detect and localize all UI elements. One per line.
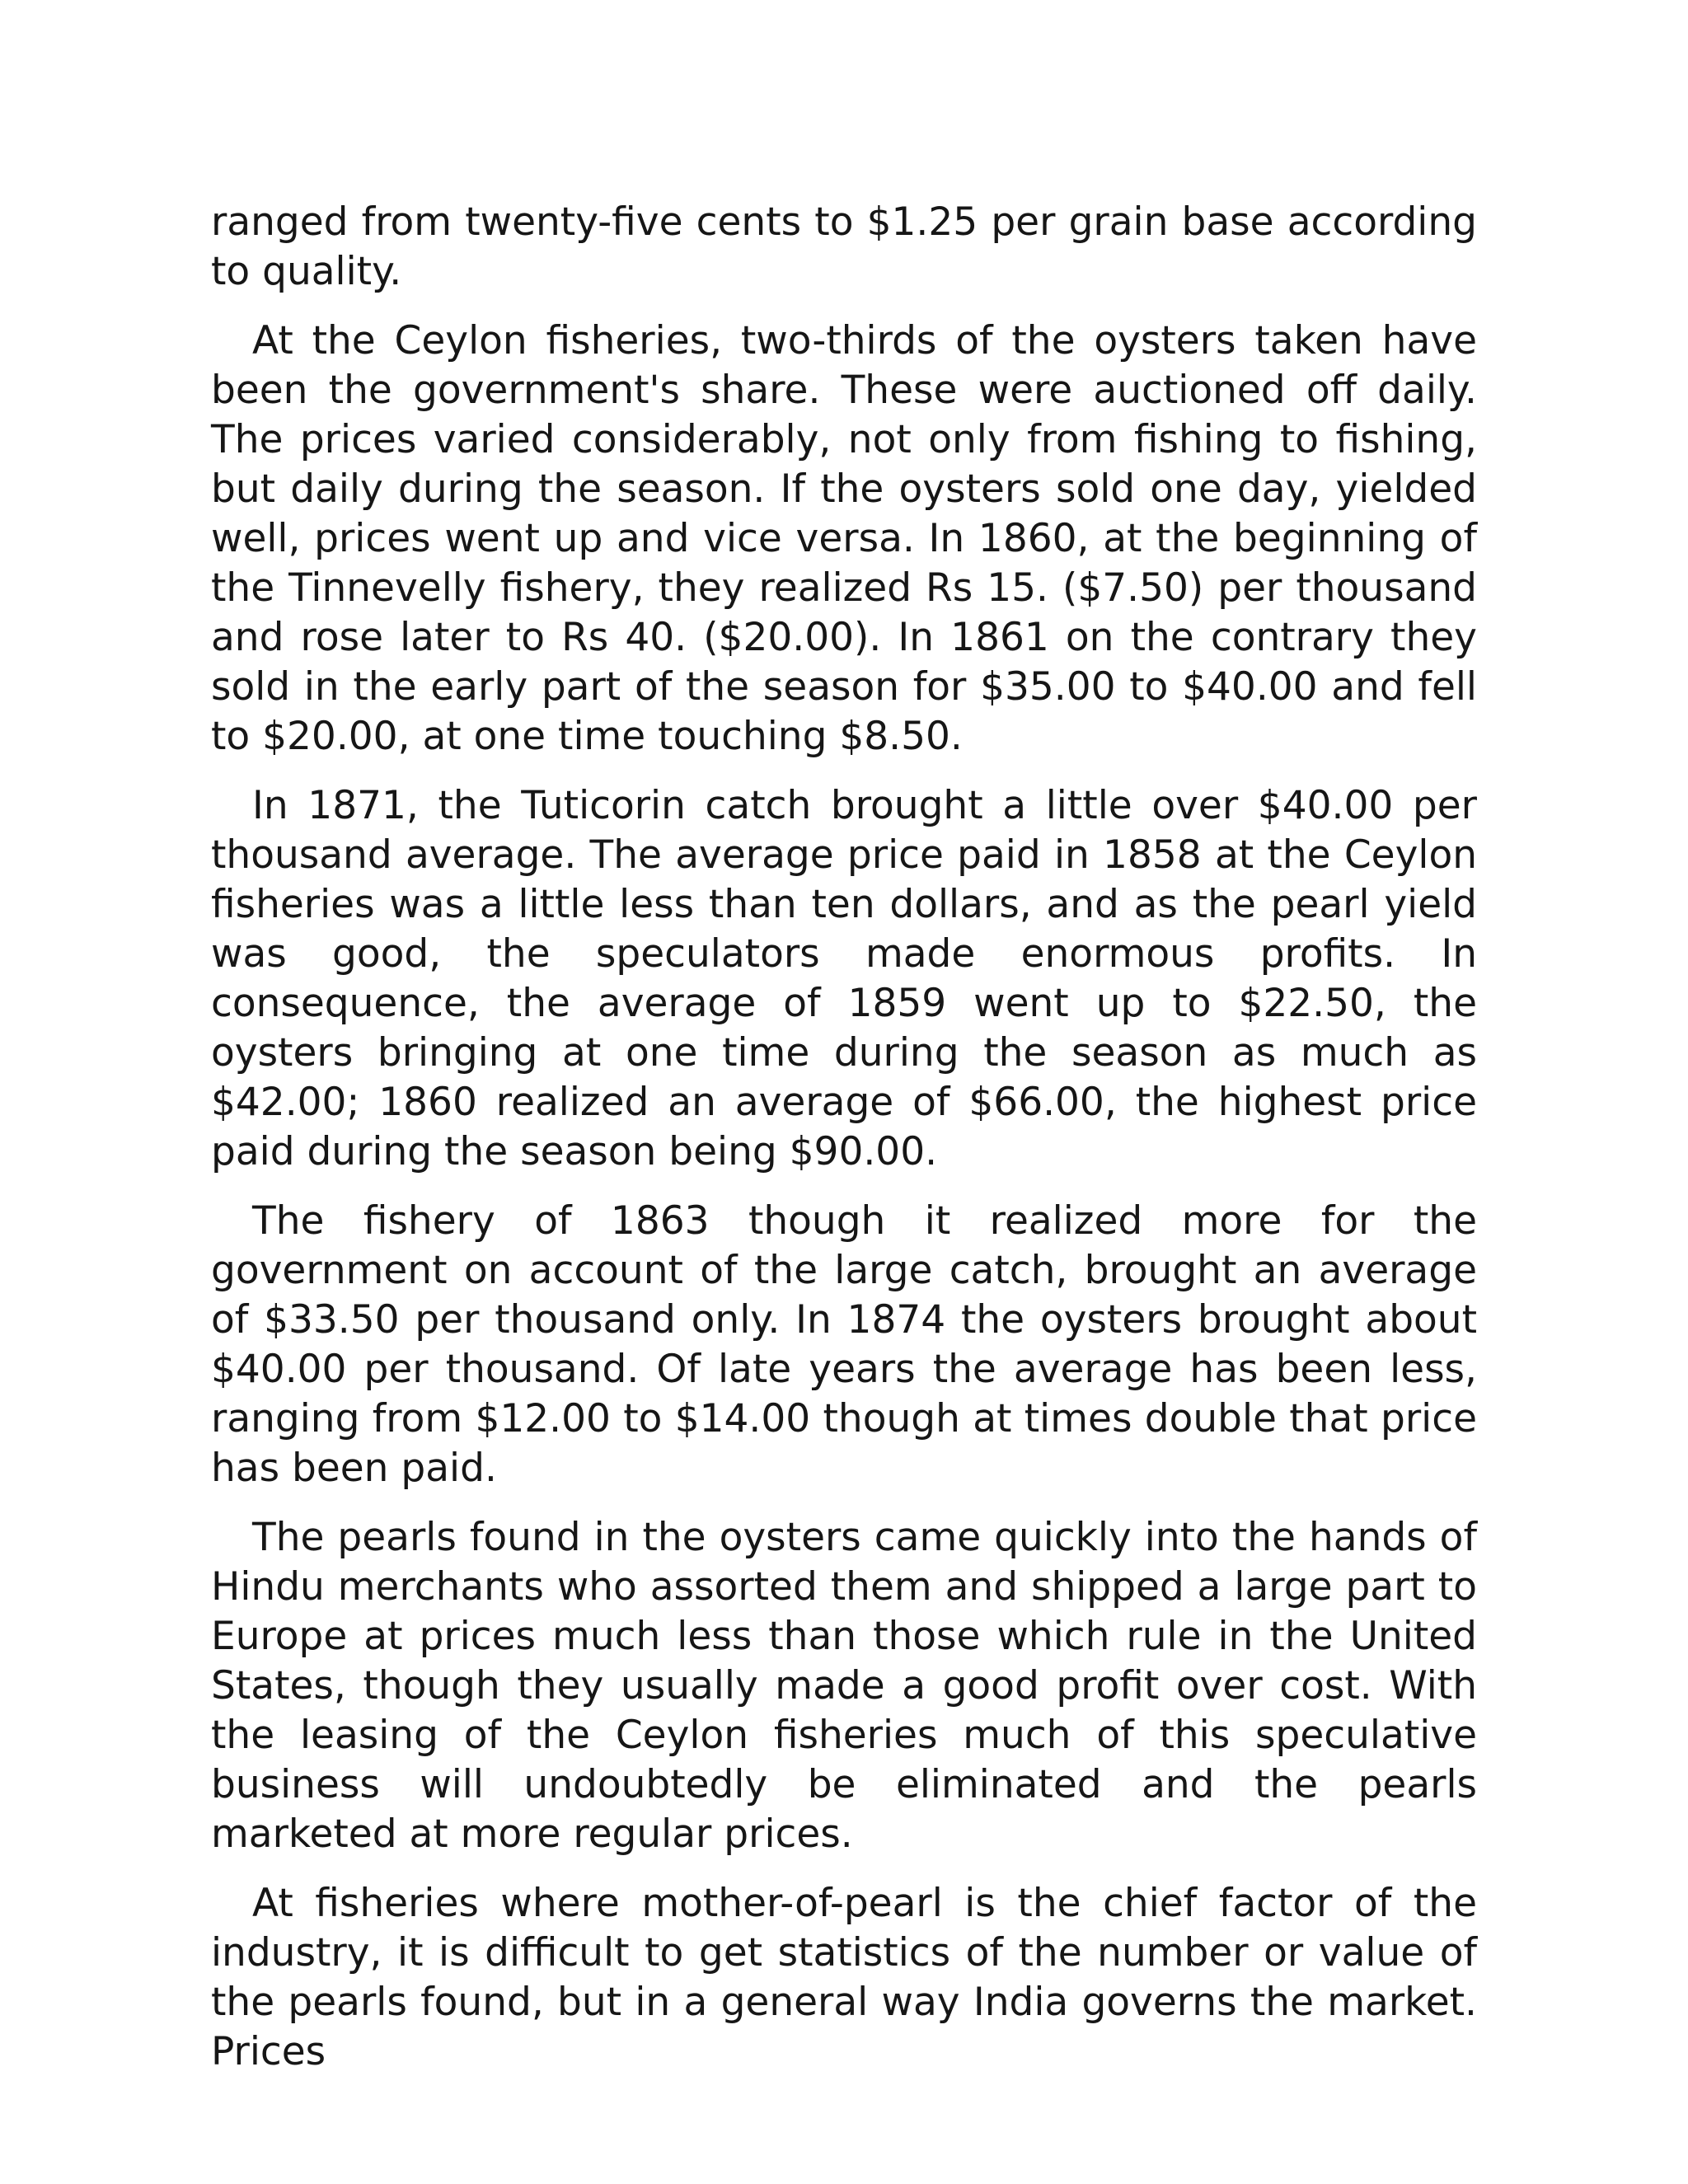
document-page — [211, 198, 1477, 2097]
paragraph-6: At fisheries where mother-of-pearl is the chief factor of the industry, it is difficult to get statistics of the number or value of the pearls found, but in a general way India governs the market. Prices — [211, 1881, 1477, 2074]
paragraph-3: In 1871, the Tuticorin catch brought a little over $40.00 per thousand average. The average price paid in 1858 at the Ceylon fisheries was a little less than ten dollars, and as the pearl yield was good, the speculators made enormous profits. In consequence, the average of 1859 went up to $22.50, the oysters bringing at one time during the season as much as $42.00; 1860 realized an average of $66.00, the highest price paid during the season being $90.00. — [211, 783, 1477, 1174]
paragraph-1: ranged from twenty-five cents to $1.25 per grain base according to quality. — [211, 199, 1477, 294]
paragraph-2: At the Ceylon fisheries, two-thirds of the oysters taken have been the government's share. These were auctioned off daily. The prices varied considerably, not only from fishing to fishing, but daily during the season. If the oysters sold one day, yielded well, prices went up and vice versa. In 1860, at the beginning of the Tinnevelly fishery, they realized Rs 15. ($7.50) per thousand and rose later to Rs 40. ($20.00). In 1861 on the contrary they sold in the early part of the season for $35.00 to $40.00 and fell to $20.00, at one time touching $8.50. — [211, 318, 1477, 759]
paragraph-4: The fishery of 1863 though it realized more for the government on account of the large catch, brought an average of $33.50 per thousand only. In 1874 the oysters brought about $40.00 per thousand. Of late years the average has been less, ranging from $12.00 to $14.00 though at times double that price has been paid. — [211, 1198, 1477, 1491]
paragraph-5: The pearls found in the oysters came quickly into the hands of Hindu merchants who assorted them and shipped a large part to Europe at prices much less than those which rule in the United States, though they usually made a good profit over cost. With the leasing of the Ceylon fisheries much of this speculative business will undoubtedly be eliminated and the pearls marketed at more regular prices. — [211, 1515, 1477, 1857]
